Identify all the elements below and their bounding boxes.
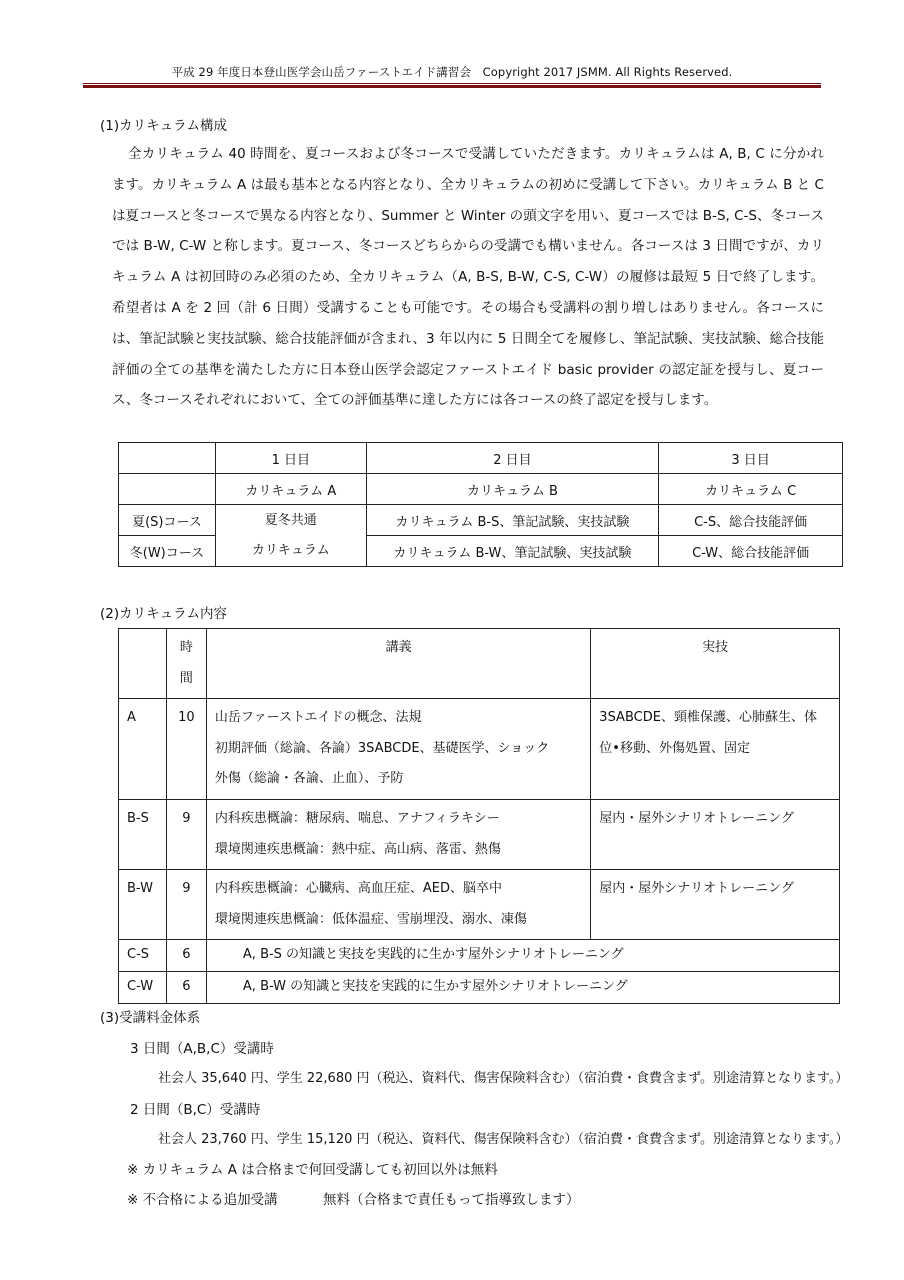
list-item: 位•移動、外傷処置、固定 [599, 740, 750, 756]
list-item: 初期評価（総論、各論）3SABCDE、基礎医学、ショック [214, 740, 550, 756]
two-day-label: 2 日間（B,C）受講時 [130, 1102, 261, 1118]
three-day-fee: 社会人 35,640 円、学生 22,680 円（税込、資料代、傷害保険料含む）（宿泊費・食費含まず。別途清算となります。） [158, 1071, 849, 1086]
table-cell: 3 日目 [659, 443, 843, 474]
table-cell [591, 799, 840, 869]
table-cell [119, 629, 167, 699]
table-cell: 冬(W)コース [119, 536, 216, 567]
section1-paragraph: 全カリキュラム 40 時間を、夏コースおよび冬コースで受講していただきます。カリキュラムは A, B, C に分かれます。カリキュラム A は最も基本となる内容となり、全カリキュラムの初めに受講して下さい。カリキュラム B と C は夏コースと冬コースで異なる内容となり、Summer と Winter の頭文字を用い、夏コースでは B-S, C-S、冬コースでは B-W, C-W と称します。夏コース、冬コースどちらからの受講でも構いません。各コースは 3 日間ですが、カリキュラム A は初回時のみ必須のため、全カリキュラム（A, B-S, B-W, C-S, C-W）の履修は最短 5 日で終了します。希望者は A を 2 回（計 6 日間）受講することも可能です。その場合も受講料の割り増しはありません。各コースには、筆記試験と実技試験、総合技能評価が含まれ、3 年以内に 5 日間全てを履修し、筆記試験、実技試験、総合技能評価の全ての基準を満たした方に日本登山医学会認定ファーストエイド basic provider の認定証を授与し、夏コース、冬コースそれぞれにおいて、全ての評価基準に達した方には各コースの終了認定を授与します。 [112, 146, 824, 409]
list-item: 外傷（総論・各論、止血）、予防 [214, 771, 404, 787]
table-cell [206, 699, 590, 800]
table-cell: B-W [119, 870, 167, 940]
note-fail-retake-label: ※ 不合格による追加受講 [127, 1192, 278, 1208]
table-cell: 6 [166, 940, 206, 972]
list-item: 内科疾患概論：心臓病、高血圧症、AED、脳卒中 [214, 881, 503, 897]
section2-title: (2)カリキュラム内容 [100, 606, 227, 622]
table-cell: カリキュラム A [215, 474, 366, 505]
list-item: 3SABCDE、頸椎保護、心肺蘇生、体 [599, 710, 817, 726]
list-item: 内科疾患概論：糖尿病、喘息、アナフィラキシー [214, 810, 500, 826]
table-cell: カリキュラム C [659, 474, 843, 505]
note-retake-free: ※ カリキュラム A は合格まで何回受講しても初回以外は無料 [127, 1162, 498, 1178]
header-rule [83, 83, 821, 84]
list-item: 環境関連疾患概論：熱中症、高山病、落雷、熱傷 [214, 841, 501, 857]
table-cell: 夏(S)コース [119, 505, 216, 536]
table-cell: 2 日目 [366, 443, 659, 474]
three-day-label: 3 日間（A,B,C）受講時 [130, 1041, 274, 1057]
table-row [119, 474, 843, 505]
table-cell [119, 474, 216, 505]
table-row [119, 443, 843, 474]
table-cell: カリキュラム B-W、筆記試験、実技試験 [366, 536, 659, 567]
table-cell: 6 [166, 971, 206, 1003]
table-cell: A, B-W の知識と実技を実践的に生かす屋外シナリオトレーニング [206, 971, 839, 1003]
table-row [119, 870, 840, 940]
table-cell-common-a [215, 505, 366, 567]
section3-title: (3)受講料金体系 [100, 1010, 201, 1026]
table-cell [206, 799, 590, 869]
table-cell: 9 [166, 799, 206, 869]
curriculum-table [118, 628, 840, 1004]
page-header: 平成 29 年度日本登山医学会山岳ファーストエイド講習会 Copyright 2017 JSMM. All Rights Reserved. [171, 65, 733, 79]
table-row [119, 699, 840, 800]
table-cell: 9 [166, 870, 206, 940]
table-row [119, 505, 843, 536]
common-a-line1: 夏冬共通 [264, 512, 317, 528]
list-item: 屋内・屋外シナリオトレーニング [599, 881, 794, 897]
lecture-header: 講義 [206, 629, 590, 699]
table-cell: 1 日目 [215, 443, 366, 474]
table-cell: C-W [119, 971, 167, 1003]
table-cell: カリキュラム B [366, 474, 659, 505]
table-row [119, 940, 840, 972]
table-cell: C-W、総合技能評価 [659, 536, 843, 567]
header-rule-thick [83, 85, 821, 88]
section1-title: (1)カリキュラム構成 [100, 118, 227, 134]
table-cell [591, 870, 840, 940]
two-day-fee: 社会人 23,760 円、学生 15,120 円（税込、資料代、傷害保険料含む）（宿泊費・食費含まず。別途清算となります。） [158, 1132, 849, 1147]
table-cell [119, 443, 216, 474]
list-item: 山岳ファーストエイドの概念、法規 [214, 710, 422, 726]
table-cell: B-S [119, 799, 167, 869]
table-row [119, 799, 840, 869]
practice-header: 実技 [591, 629, 840, 699]
note-fail-retake-value: 無料（合格まで責任もって指導致します） [323, 1192, 580, 1208]
table-row [119, 971, 840, 1003]
list-item: 環境関連疾患概論：低体温症、雪崩埋没、溺水、凍傷 [214, 911, 527, 927]
table-cell: A [119, 699, 167, 800]
schedule-table [118, 442, 843, 567]
table-cell: 10 [166, 699, 206, 800]
list-item: 屋内・屋外シナリオトレーニング [599, 810, 794, 826]
table-cell: C-S、総合技能評価 [659, 505, 843, 536]
table-row [119, 629, 840, 699]
table-cell: カリキュラム B-S、筆記試験、実技試験 [366, 505, 659, 536]
table-cell: A, B-S の知識と実技を実践的に生かす屋外シナリオトレーニング [206, 940, 839, 972]
hours-header: 時間 [166, 629, 206, 699]
common-a-line2: カリキュラム [251, 542, 330, 558]
table-cell: C-S [119, 940, 167, 972]
table-cell [591, 699, 840, 800]
table-cell [206, 870, 590, 940]
